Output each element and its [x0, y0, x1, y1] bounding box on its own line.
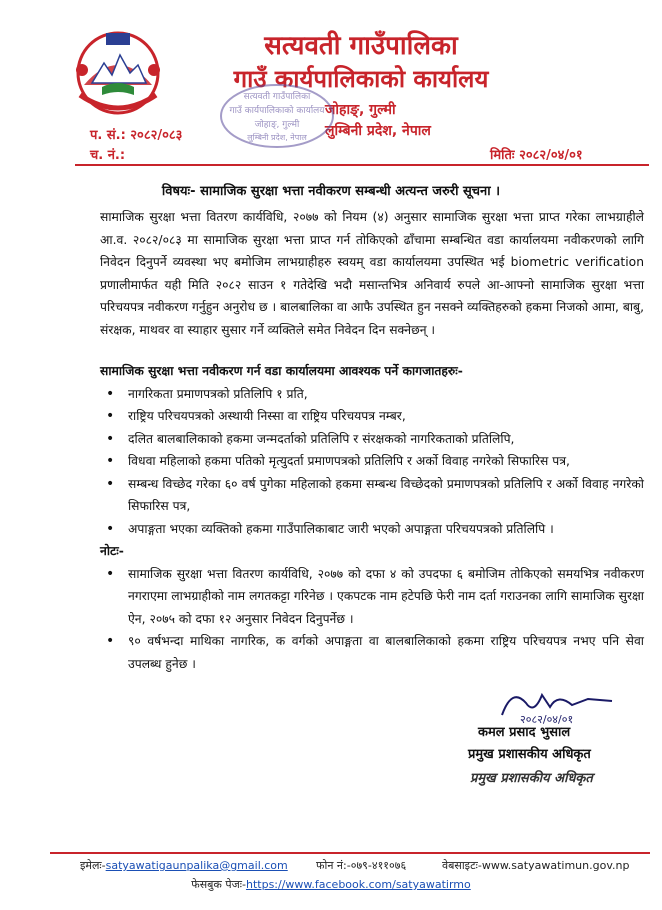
footer-divider [50, 852, 650, 854]
address-province: लुम्बिनी प्रदेश, नेपाल [325, 123, 431, 139]
documents-list [100, 383, 644, 541]
list-item: • दलित बालबालिकाको हकमा जन्मदर्ताको प्रतिलिपि र संरक्षकको नागरिकताको प्रतिलिपि, [100, 428, 644, 451]
website-link[interactable]: www.satyawatimun.gov.np [481, 859, 630, 872]
office-stamp-icon [218, 82, 336, 150]
office-title: गाउँ कार्यपालिकाको कार्यालय [233, 65, 489, 93]
letter-date: मितिः २०८२/०४/०१ [490, 148, 583, 163]
list-item: • सम्बन्ध विच्छेद गरेका ६० वर्ष पुगेका महिलाको हकमा सम्बन्ध विच्छेदको प्रमाणपत्रको प्रतिलिपि र अर्को विवाह नगरेको सिफारिस पत्र, [100, 473, 644, 518]
list-item: • विधवा महिलाको हकमा पतिको मृत्युदर्ता प्रमाणपत्रको प्रतिलिपि र अर्को विवाह नगरेको सिफारिस पत्र, [100, 450, 644, 473]
reference-number: प. सं.: २०८२/०८३ [90, 128, 183, 143]
list-item: • राष्ट्रिय परिचयपत्रको अस्थायी निस्सा वा राष्ट्रिय परिचयपत्र नम्बर, [100, 405, 644, 428]
signature-icon [492, 685, 642, 725]
stamp-line-2: गाउँ कार्यपालिकाको कार्यालय [229, 106, 325, 116]
documents-heading: सामाजिक सुरक्षा भत्ता नवीकरण गर्न वडा कार्यालयमा आवश्यक पर्ने कागजातहरुः- [100, 364, 463, 378]
main-paragraph: सामाजिक सुरक्षा भत्ता वितरण कार्यविधि, २०७७ को नियम (४) अनुसार सामाजिक सुरक्षा भत्ता प्राप्त गरेका लाभग्राहीले आ.व. २०८२/०८३ मा सामाजिक सुरक्षा भत्ता प्राप्त गर्न तोकिएको ढाँचामा सम्बन्धित वडा कार्यालयमा नवीकरणको लागि निवेदन दिनुपर्ने व्यवस्था भए बमोजिम लाभग्राहीहरु स्वयम् वडा कार्यालयमा उपस्थित भई biometric verification प्रणालीमार्फत यही मिति २०८२ साउन १ गतेदेखि भदौ मसान्तभित्र अनिवार्य रुपले आ-आफ्नो सामाजिक सुरक्षा भत्ता परिचयपत्र नवीकरण गर्नुहुन अनुरोध छ । बालबालिका वा आफै उपस्थित हुन नसक्ने व्यक्तिहरुको हकमा निजको आमा, बाबु, संरक्षक, माथवर वा स्याहार सुसार गर्ने व्यक्तिले समेत निवेदन दिन सक्नेछन् । [100, 210, 644, 337]
municipality-title: सत्यवती गाउँपालिका [264, 31, 458, 61]
phone-label: फोन नं:- [316, 859, 351, 872]
subject-line: विषयः- सामाजिक सुरक्षा भत्ता नवीकरण सम्बन्धी अत्यन्त जरुरी सूचना । [161, 184, 501, 199]
email-link[interactable]: satyawatigaunpalika@gmail.com [105, 859, 288, 872]
facebook-link[interactable]: https://www.facebook.com/satyawatirmo [245, 878, 471, 891]
list-item: • अपाङ्गता भएका व्यक्तिको हकमा गाउँपालिकाबाट जारी भएको अपाङ्गता परिचयपत्रको प्रतिलिपि । [100, 518, 644, 541]
signatory-name: कमल प्रसाद भुसाल [478, 725, 571, 740]
documents-section [100, 360, 644, 675]
notes-heading: नोटः- [100, 544, 124, 558]
designation-stamp: प्रमुख प्रशासकीय अधिकृत [470, 771, 593, 786]
signatory-designation: प्रमुख प्रशासकीय अधिकृत [468, 747, 591, 762]
stamp-line-4: लुम्बिनी प्रदेश, नेपाल [247, 133, 307, 142]
header-divider [75, 164, 649, 166]
notes-list [100, 563, 644, 676]
list-item: • ९० वर्षभन्दा माथिका नागरिक, क वर्गको अपाङ्गता वा बालबालिकाको हकमा राष्ट्रिय परिचयपत्र नभए पनि सेवा उपलब्ध हुनेछ । [100, 630, 644, 675]
notice-body [100, 206, 644, 341]
dispatch-number: च. नं.: [90, 148, 126, 163]
website-label: वेबसाइटः- [442, 859, 482, 872]
list-item: • सामाजिक सुरक्षा भत्ता वितरण कार्यविधि, २०७७ को दफा ४ को उपदफा ६ बमोजिम तोकिएको समयभित्र नवीकरण नगराएमा लाभग्राहीको नाम लगतकट्टा गरिनेछ । एकपटक नाम हटेपछि फेरी नाम दर्ता गराउनका लागि सामाजिक सुरक्षा ऐन, २०७५ को दफा १२ अनुसार निवेदन दिनुपर्नेछ । [100, 563, 644, 631]
email-label: इमेलः- [80, 859, 106, 872]
stamp-line-1: सत्यवती गाउँपालिका [243, 92, 311, 102]
footer-facebook [0, 877, 662, 892]
list-item: • नागरिकता प्रमाणपत्रको प्रतिलिपि १ प्रति, [100, 383, 644, 406]
facebook-label: फेसबुक पेजः- [191, 878, 246, 891]
phone-number: ०७९-४११०७६ [350, 859, 407, 872]
address-district: जोहाङ्, गुल्मी [325, 102, 396, 118]
stamp-line-3: जोहाङ्, गुल्मी [254, 120, 300, 130]
signature-date: २०८२/०४/०१ [520, 713, 574, 725]
